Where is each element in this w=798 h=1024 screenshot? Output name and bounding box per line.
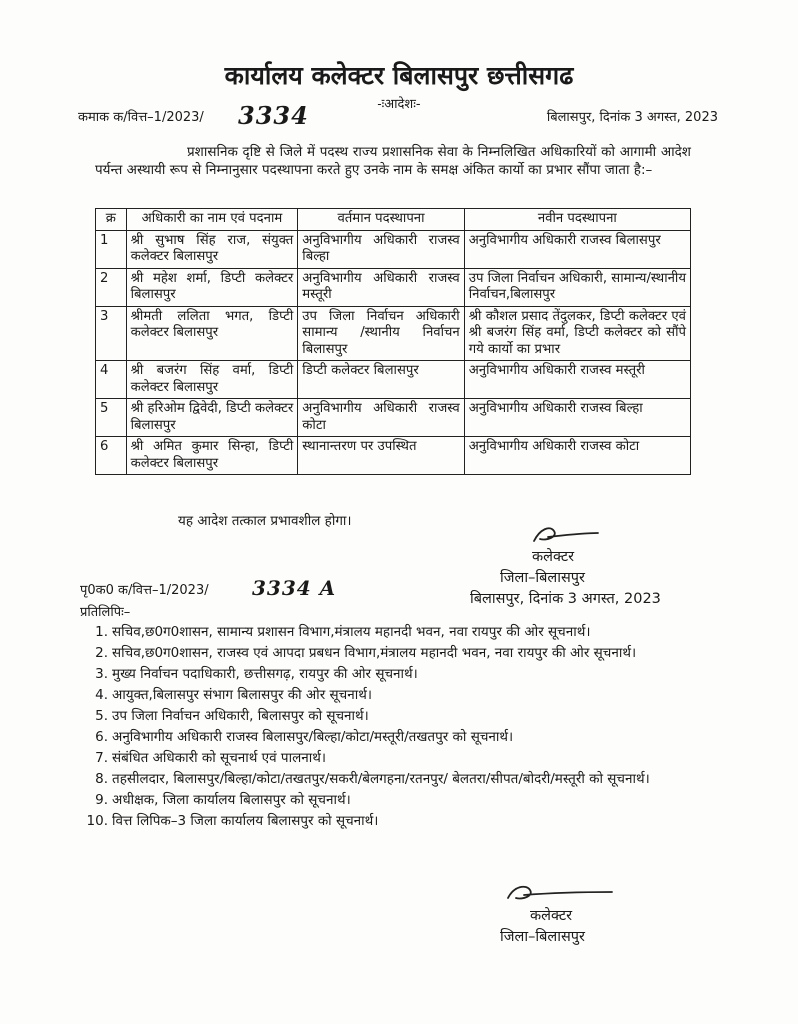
place-date: बिलासपुर, दिनांक 3 अगस्त, 2023 — [546, 110, 718, 125]
list-item — [82, 790, 682, 811]
list-item-text: मुख्य निर्वाचन पदाधिकारी, छत्तीसगढ़, रायपुर की ओर सूचनार्थ। — [112, 666, 418, 682]
cell-new-posting: अनुविभागीय अधिकारी राजस्व मस्तूरी — [464, 361, 690, 399]
order-heading: -ःआदेशः- — [377, 97, 421, 112]
signature-place-date: बिलासपुर, दिनांक 3 अगस्त, 2023 — [470, 591, 661, 607]
signature-scribble-icon — [500, 880, 640, 906]
copy-label: प्रतिलिपिः– — [80, 605, 131, 620]
list-item-number: 4. — [95, 687, 108, 703]
header-serial: क्र — [96, 209, 127, 231]
endorsement-prefix: पृ0क0 क/वित्त–1/2023/ — [80, 583, 209, 598]
signature-designation: कलेक्टर — [530, 908, 573, 924]
cell-officer: श्रीमती ललिता भगत, डिप्टी कलेक्टर बिलासपुर — [126, 306, 298, 361]
table-row — [96, 268, 691, 306]
office-title: कार्यालय कलेक्टर बिलासपुर छत्तीसगढ — [224, 61, 574, 90]
list-item-text: अधीक्षक, जिला कार्यालय बिलासपुर को सूचनार्थ। — [112, 792, 351, 808]
signature-block-2 — [500, 880, 720, 948]
cell-officer: श्री सुभाष सिंह राज, संयुक्त कलेक्टर बिलासपुर — [126, 230, 298, 268]
signature-district: जिला–बिलासपुर — [500, 929, 585, 945]
cell-current-posting: अनुविभागीय अधिकारी राजस्व बिल्हा — [298, 230, 464, 268]
cell-serial: 3 — [96, 306, 127, 361]
reference-number: 3334 — [238, 101, 309, 130]
list-item-number: 9. — [95, 792, 108, 808]
cell-current-posting: अनुविभागीय अधिकारी राजस्व मस्तूरी — [298, 268, 464, 306]
list-item — [82, 643, 682, 664]
intro-paragraph: प्रशासनिक दृष्टि से जिले में पदस्थ राज्य प्रशासनिक सेवा के निम्नलिखित अधिकारियों को आगामी आदेश पर्यन्त अस्थायी रूप से निम्नानुसार पदस्थापना करते हुए उनके नाम के समक्ष अंकित कार्यो का प्रभार सौंपा जाता है:– — [95, 144, 691, 178]
signature-scribble-icon — [470, 521, 610, 547]
cell-officer: श्री हरिओम द्विवेदी, डिप्टी कलेक्टर बिलासपुर — [126, 399, 298, 437]
list-item — [82, 748, 682, 769]
list-item-text: वित्त लिपिक–3 जिला कार्यालय बिलासपुर को सूचनार्थ। — [112, 813, 379, 829]
cell-current-posting: उप जिला निर्वाचन अधिकारी सामान्य /स्थानीय निर्वाचन बिलासपुर — [298, 306, 464, 361]
list-item-text: सचिव,छ0ग0शासन, सामान्य प्रशासन विभाग,मंत्रालय महानदी भवन, नवा रायपुर की ओर सूचनार्थ। — [112, 624, 591, 640]
effective-note: यह आदेश तत्काल प्रभावशील होगा। — [178, 513, 352, 529]
copy-list — [82, 622, 682, 832]
list-item-text: आयुक्त,बिलासपुर संभाग बिलासपुर की ओर सूचनार्थ। — [112, 687, 372, 703]
header-new-posting: नवीन पदस्थापना — [464, 209, 690, 231]
endorsement-line — [80, 578, 680, 618]
table-row — [96, 437, 691, 475]
cell-new-posting: अनुविभागीय अधिकारी राजस्व बिल्हा — [464, 399, 690, 437]
list-item-number: 10. — [86, 813, 108, 829]
reference-prefix: कमाक क/वित्त–1/2023/ — [78, 110, 204, 125]
list-item-text: उप जिला निर्वाचन अधिकारी, बिलासपुर को सूचनार्थ। — [112, 708, 369, 724]
list-item-number: 5. — [95, 708, 108, 724]
cell-serial: 6 — [96, 437, 127, 475]
cell-new-posting: उप जिला निर्वाचन अधिकारी, सामान्य/स्थानीय निर्वाचन,बिलासपुर — [464, 268, 690, 306]
list-item-number: 6. — [95, 729, 108, 745]
table-row — [96, 230, 691, 268]
table-row — [96, 361, 691, 399]
cell-current-posting: स्थानान्तरण पर उपस्थित — [298, 437, 464, 475]
table-row — [96, 399, 691, 437]
list-item-text: अनुविभागीय अधिकारी राजस्व बिलासपुर/बिल्हा/कोटा/मस्तूरी/तखतपुर को सूचनार्थ। — [112, 729, 514, 745]
list-item-number: 7. — [95, 750, 108, 766]
list-item-number: 3. — [95, 666, 108, 682]
list-item-text: तहसीलदार, बिलासपुर/बिल्हा/कोटा/तखतपुर/सकरी/बेलगहना/रतनपुर/ बेलतरा/सीपत/बोदरी/मस्तूरी को सूचनार्थ। — [112, 771, 650, 787]
list-item — [82, 811, 682, 832]
table-header-row — [96, 209, 691, 231]
cell-serial: 1 — [96, 230, 127, 268]
signature-designation: कलेक्टर — [532, 549, 575, 565]
cell-officer: श्री महेश शर्मा, डिप्टी कलेक्टर बिलासपुर — [126, 268, 298, 306]
cell-new-posting: अनुविभागीय अधिकारी राजस्व बिलासपुर — [464, 230, 690, 268]
cell-serial: 5 — [96, 399, 127, 437]
list-item-text: सचिव,छ0ग0शासन, राजस्व एवं आपदा प्रबधन विभाग,मंत्रालय महानदी भवन, नवा रायपुर की ओर सूचनार्थ। — [112, 645, 637, 661]
cell-new-posting: अनुविभागीय अधिकारी राजस्व कोटा — [464, 437, 690, 475]
cell-officer: श्री बजरंग सिंह वर्मा, डिप्टी कलेक्टर बिलासपुर — [126, 361, 298, 399]
header-current-posting: वर्तमान पदस्थापना — [298, 209, 464, 231]
posting-table — [95, 208, 691, 475]
cell-officer: श्री अमित कुमार सिन्हा, डिप्टी कलेक्टर बिलासपुर — [126, 437, 298, 475]
list-item-text: संबंधित अधिकारी को सूचनार्थ एवं पालनार्थ। — [112, 750, 326, 766]
list-item — [82, 685, 682, 706]
cell-current-posting: अनुविभागीय अधिकारी राजस्व कोटा — [298, 399, 464, 437]
cell-new-posting: श्री कौशल प्रसाद तेंदुलकर, डिप्टी कलेक्टर एवं श्री बजरंग सिंह वर्मा, डिप्टी कलेक्टर को सौंपे गये कार्यो का प्रभार — [464, 306, 690, 361]
header-officer: अधिकारी का नाम एवं पदनाम — [126, 209, 298, 231]
list-item — [82, 664, 682, 685]
list-item — [82, 622, 682, 643]
list-item — [82, 727, 682, 748]
list-item-number: 8. — [95, 771, 108, 787]
endorsement-number: 3334 A — [252, 576, 337, 600]
signature-district: जिला–बिलासपुर — [500, 570, 585, 586]
list-item — [82, 769, 682, 790]
cell-serial: 4 — [96, 361, 127, 399]
cell-current-posting: डिप्टी कलेक्टर बिलासपुर — [298, 361, 464, 399]
cell-serial: 2 — [96, 268, 127, 306]
list-item-number: 2. — [95, 645, 108, 661]
list-item — [82, 706, 682, 727]
list-item-number: 1. — [95, 624, 108, 640]
table-row — [96, 306, 691, 361]
